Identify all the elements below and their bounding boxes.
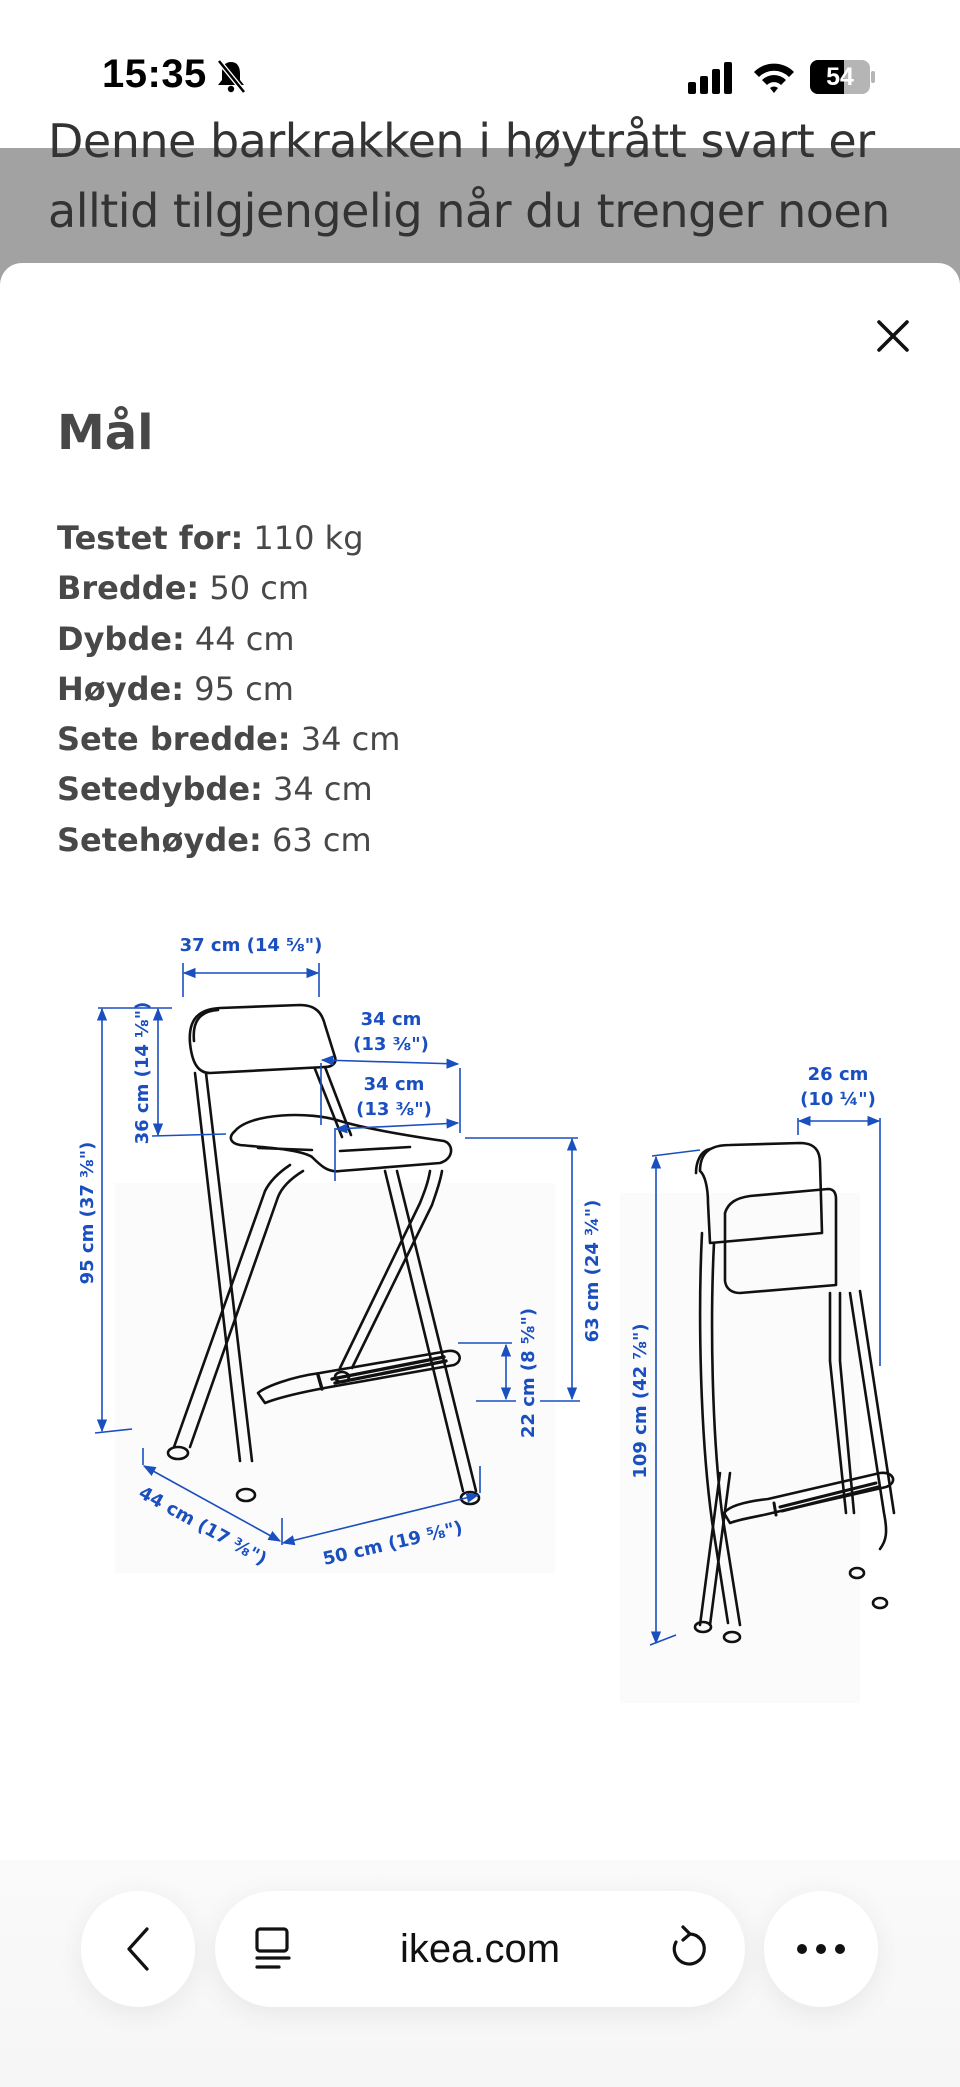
back-button[interactable] — [81, 1891, 195, 2007]
spec-value: 44 cm — [194, 619, 295, 658]
chevron-left-icon — [123, 1926, 153, 1972]
spec-label: Testet for: — [57, 519, 244, 557]
dimension-label: 50 cm (19 ⅝") — [320, 1517, 465, 1570]
dimension-label: 44 cm (17 ⅜") — [135, 1482, 271, 1570]
spec-value: 34 cm — [273, 770, 373, 809]
close-button[interactable] — [862, 305, 924, 367]
spec-value: 110 kg — [253, 519, 364, 557]
sheet-title: Mål — [57, 405, 154, 461]
spec-seat-width — [57, 714, 400, 764]
dimension-label: 34 cm — [360, 1009, 422, 1030]
dimension-label: 95 cm (37 ⅜") — [77, 1141, 98, 1285]
spec-label: Høyde: — [57, 669, 185, 708]
dimensions-sheet — [0, 263, 960, 2087]
dimension-label: (10 ¼") — [800, 1089, 876, 1110]
dimension-label: 37 cm (14 ⅝") — [179, 935, 323, 956]
dimension-label: 63 cm (24 ¾") — [582, 1199, 603, 1343]
background-text: Denne barkrakken i høytrått svart er — [48, 114, 875, 168]
battery-indicator — [810, 60, 876, 94]
url-text[interactable]: ikea.com — [399, 1926, 561, 1971]
spec-tested-for — [57, 513, 400, 563]
spec-value: 50 cm — [209, 569, 310, 608]
spec-label: Setedybde: — [57, 770, 263, 809]
spec-label: Setehøyde: — [57, 820, 262, 859]
reader-icon[interactable] — [253, 1927, 293, 1971]
wifi-icon — [752, 60, 796, 94]
reload-icon[interactable] — [667, 1926, 707, 1972]
dimension-label: 36 cm (14 ⅛") — [132, 1001, 153, 1145]
spec-seat-height — [57, 815, 400, 865]
dimension-label: (13 ⅜") — [353, 1034, 429, 1055]
spec-list — [57, 513, 400, 865]
dimension-label: 26 cm — [807, 1064, 869, 1085]
status-time: 15:35 — [102, 52, 207, 96]
spec-width — [57, 563, 400, 613]
dimension-label: 22 cm (8 ⅝") — [518, 1307, 539, 1439]
dimension-diagram — [60, 913, 920, 1763]
spec-height — [57, 664, 400, 714]
spec-label: Sete bredde: — [57, 720, 291, 759]
close-icon — [876, 319, 910, 353]
more-button[interactable] — [764, 1891, 878, 2007]
address-bar[interactable] — [215, 1891, 745, 2007]
spec-label: Dybde: — [57, 619, 185, 658]
dimension-label: (13 ⅜") — [356, 1099, 432, 1120]
bar-stool-drawing — [60, 913, 920, 1763]
more-icon — [796, 1943, 846, 1955]
cellular-signal-icon — [688, 62, 736, 94]
spec-depth — [57, 614, 400, 664]
dimension-label: 34 cm — [363, 1074, 425, 1095]
background-text: alltid tilgjengelig når du trenger noen — [48, 184, 890, 238]
battery-level: 54 — [826, 62, 854, 91]
browser-toolbar — [0, 1860, 960, 2087]
dimension-label: 109 cm (42 ⅞") — [630, 1323, 651, 1479]
spec-label: Bredde: — [57, 569, 200, 608]
spec-value: 95 cm — [194, 669, 294, 708]
spec-value: 63 cm — [271, 820, 372, 859]
spec-value: 34 cm — [300, 720, 401, 759]
bell-slash-icon — [214, 58, 248, 94]
spec-seat-depth — [57, 764, 400, 814]
